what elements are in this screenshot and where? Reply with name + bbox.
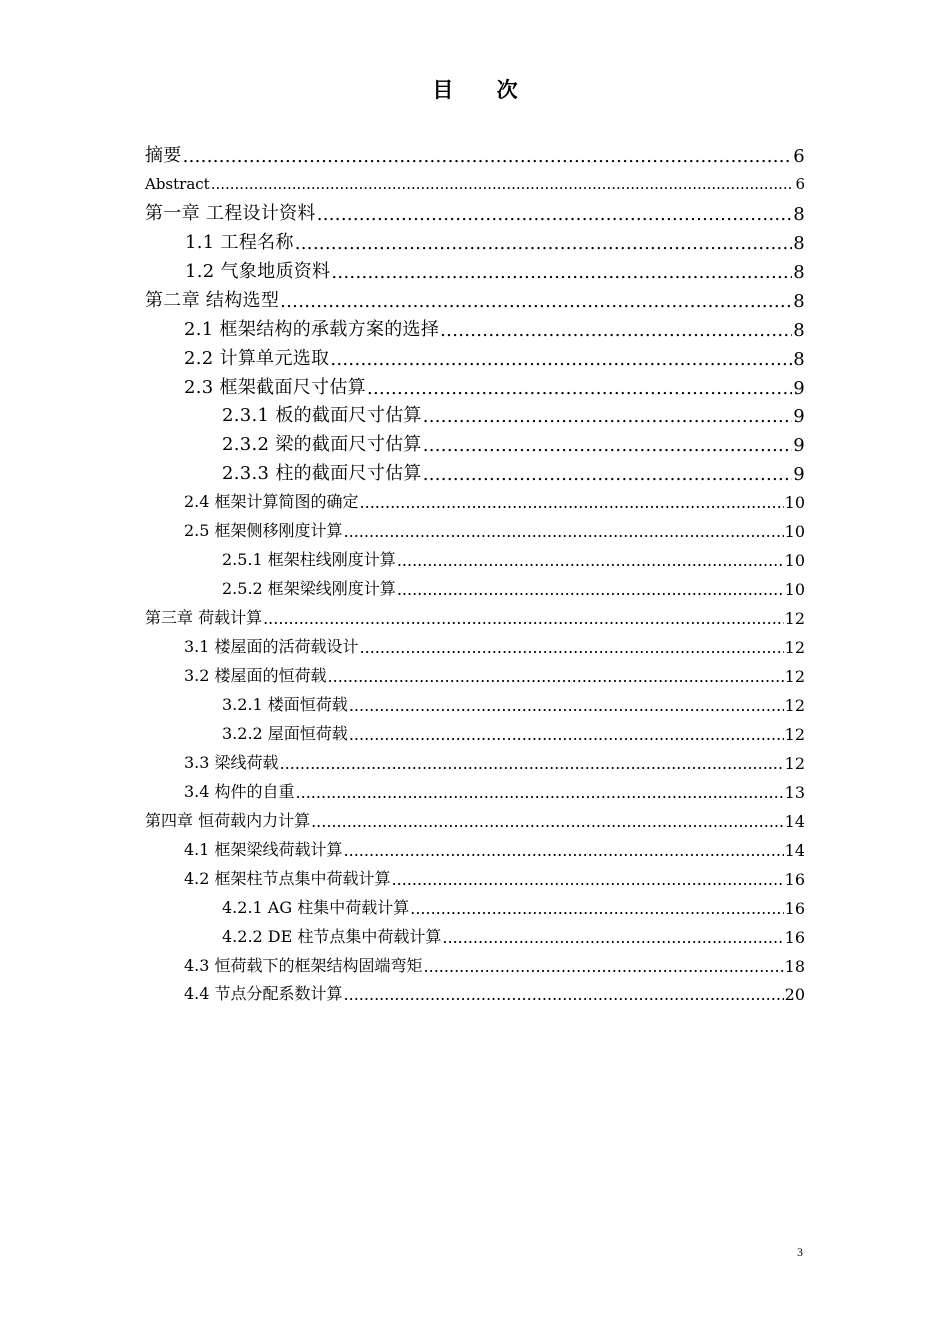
- toc-entry-label: 2.5 框架侧移刚度计算: [184, 521, 343, 540]
- toc-entry[interactable]: [222, 430, 805, 456]
- toc-entry-page: 12: [784, 754, 805, 773]
- toc-entry[interactable]: [184, 837, 805, 860]
- toc-entry[interactable]: [184, 489, 805, 512]
- leader-dots: [423, 464, 793, 485]
- toc-title: 目 次: [432, 78, 536, 102]
- leader-dots: [360, 493, 784, 512]
- toc-entry[interactable]: [222, 547, 805, 570]
- leader-dots: [367, 378, 792, 399]
- toc-entry[interactable]: [184, 981, 805, 1004]
- toc-entry-label: 2.3.2 梁的截面尺寸估算: [222, 434, 422, 455]
- toc-entry-label: 2.5.1 框架柱线刚度计算: [222, 550, 396, 569]
- toc-entry-label: 第一章 工程设计资料: [145, 203, 316, 224]
- toc-entry-label: 2.3.1 板的截面尺寸估算: [222, 405, 422, 426]
- leader-dots: [295, 233, 792, 254]
- toc-entry-label: 4.2 框架柱节点集中荷载计算: [184, 869, 391, 888]
- leader-dots: [424, 957, 784, 976]
- toc-entry-label: 2.3.3 柱的截面尺寸估算: [222, 463, 422, 484]
- toc-entry[interactable]: [222, 924, 805, 947]
- toc-entry[interactable]: [145, 199, 805, 225]
- toc-entry-page: 6: [795, 175, 805, 193]
- toc-entry-page: 10: [784, 493, 805, 512]
- toc-entry[interactable]: [185, 257, 805, 283]
- toc-entry-page: 9: [793, 406, 805, 427]
- toc-entry-page: 16: [784, 870, 805, 889]
- leader-dots: [423, 406, 793, 427]
- toc-entry[interactable]: [145, 141, 805, 167]
- toc-entry[interactable]: [222, 459, 805, 485]
- leader-dots: [328, 667, 784, 686]
- toc-entry-page: 8: [793, 262, 805, 283]
- toc-entry-page: 8: [793, 204, 805, 225]
- leader-dots: [349, 725, 784, 744]
- toc-entry[interactable]: [184, 953, 805, 976]
- toc-entry-page: 14: [784, 841, 805, 860]
- toc-entry[interactable]: [145, 286, 805, 312]
- toc-entry-label: 3.2.1 楼面恒荷载: [222, 695, 348, 714]
- leader-dots: [330, 349, 792, 370]
- leader-dots: [317, 204, 793, 225]
- leader-dots: [183, 146, 793, 167]
- toc-entry[interactable]: [145, 808, 805, 831]
- toc-entry-label: Abstract: [145, 175, 210, 193]
- leader-dots: [344, 985, 784, 1004]
- toc-entry[interactable]: [184, 866, 805, 889]
- leader-dots: [423, 435, 793, 456]
- page-number: 3: [797, 1245, 803, 1259]
- toc-entry-page: 10: [784, 551, 805, 570]
- toc-entry-page: 12: [784, 667, 805, 686]
- toc-entry[interactable]: [184, 779, 805, 802]
- toc-entry[interactable]: [184, 663, 805, 686]
- toc-entry-label: 4.2.1 AG 柱集中荷载计算: [222, 898, 410, 917]
- toc-entry-page: 10: [784, 522, 805, 541]
- toc-entry-label: 1.1 工程名称: [185, 232, 294, 253]
- toc-entry[interactable]: [184, 315, 805, 341]
- toc-entry[interactable]: [184, 373, 805, 399]
- toc-entry-page: 8: [793, 320, 805, 341]
- toc-entry-label: 2.5.2 框架梁线刚度计算: [222, 579, 396, 598]
- toc-entry-label: 3.1 楼屋面的活荷载设计: [184, 637, 359, 656]
- toc-entry-page: 16: [784, 899, 805, 918]
- toc-entry-label: 3.4 构件的自重: [184, 782, 295, 801]
- toc-entry-label: 2.1 框架结构的承载方案的选择: [184, 319, 440, 340]
- leader-dots: [280, 754, 784, 773]
- toc-entry-label: 4.4 节点分配系数计算: [184, 984, 343, 1003]
- toc-entry-page: 9: [793, 378, 805, 399]
- leader-dots: [263, 609, 784, 628]
- leader-dots: [280, 291, 792, 312]
- toc-entry-page: 8: [793, 233, 805, 254]
- leader-dots: [349, 696, 784, 715]
- toc-entry-label: 3.3 梁线荷载: [184, 753, 279, 772]
- toc-entry[interactable]: [222, 401, 805, 427]
- toc-entry-page: 12: [784, 725, 805, 744]
- toc-entry-page: 16: [784, 928, 805, 947]
- toc-entry-label: 2.4 框架计算简图的确定: [184, 492, 359, 511]
- toc-entry-page: 12: [784, 638, 805, 657]
- toc-entry-label: 4.3 恒荷载下的框架结构固端弯矩: [184, 956, 423, 975]
- toc-entry-page: 10: [784, 580, 805, 599]
- toc-entry-label: 2.3 框架截面尺寸估算: [184, 377, 366, 398]
- leader-dots: [360, 638, 784, 657]
- toc-entry-label: 第三章 荷载计算: [145, 608, 263, 627]
- toc-entry-page: 8: [793, 349, 805, 370]
- leader-dots: [311, 812, 784, 831]
- toc-entry[interactable]: [222, 895, 805, 918]
- toc-entry[interactable]: [184, 750, 805, 773]
- toc-entry-label: 4.1 框架梁线荷载计算: [184, 840, 343, 859]
- leader-dots: [392, 870, 784, 889]
- leader-dots: [397, 551, 784, 570]
- leader-dots: [397, 580, 784, 599]
- toc-entry[interactable]: [184, 518, 805, 541]
- toc-entry[interactable]: [222, 721, 805, 744]
- toc-entry[interactable]: [222, 692, 805, 715]
- toc-entry-page: 6: [793, 146, 805, 167]
- leader-dots: [331, 262, 792, 283]
- toc-entry-page: 13: [784, 783, 805, 802]
- toc-entry-label: 第二章 结构选型: [145, 290, 280, 311]
- toc-entry-label: 1.2 气象地质资料: [185, 261, 331, 282]
- toc-entry-page: 8: [793, 291, 805, 312]
- leader-dots: [344, 841, 784, 860]
- leader-dots: [440, 320, 792, 341]
- toc-entry-label: 4.2.2 DE 柱节点集中荷载计算: [222, 927, 442, 946]
- toc-entry-label: 摘要: [145, 145, 182, 166]
- toc-entry-page: 9: [793, 464, 805, 485]
- toc-entry[interactable]: [145, 175, 805, 193]
- leader-dots: [344, 522, 784, 541]
- toc-entry[interactable]: [184, 634, 805, 657]
- toc-entry-page: 18: [784, 957, 805, 976]
- toc-entry-page: 12: [784, 609, 805, 628]
- toc-entry[interactable]: [145, 605, 805, 628]
- toc-entry-label: 3.2.2 屋面恒荷载: [222, 724, 348, 743]
- leader-dots: [296, 783, 784, 802]
- leader-dots: [442, 928, 783, 947]
- leader-dots: [410, 899, 783, 918]
- toc-entry[interactable]: [222, 576, 805, 599]
- toc-entry-page: 20: [784, 985, 805, 1004]
- toc-entry[interactable]: [185, 228, 805, 254]
- toc-entry-label: 第四章 恒荷载内力计算: [145, 811, 311, 830]
- toc-entry-label: 3.2 楼屋面的恒荷载: [184, 666, 327, 685]
- leader-dots: [211, 175, 795, 193]
- toc-entry[interactable]: [184, 344, 805, 370]
- toc-entry-label: 2.2 计算单元选取: [184, 348, 330, 369]
- toc-entry-page: 9: [793, 435, 805, 456]
- toc-entry-page: 14: [784, 812, 805, 831]
- toc-entry-page: 12: [784, 696, 805, 715]
